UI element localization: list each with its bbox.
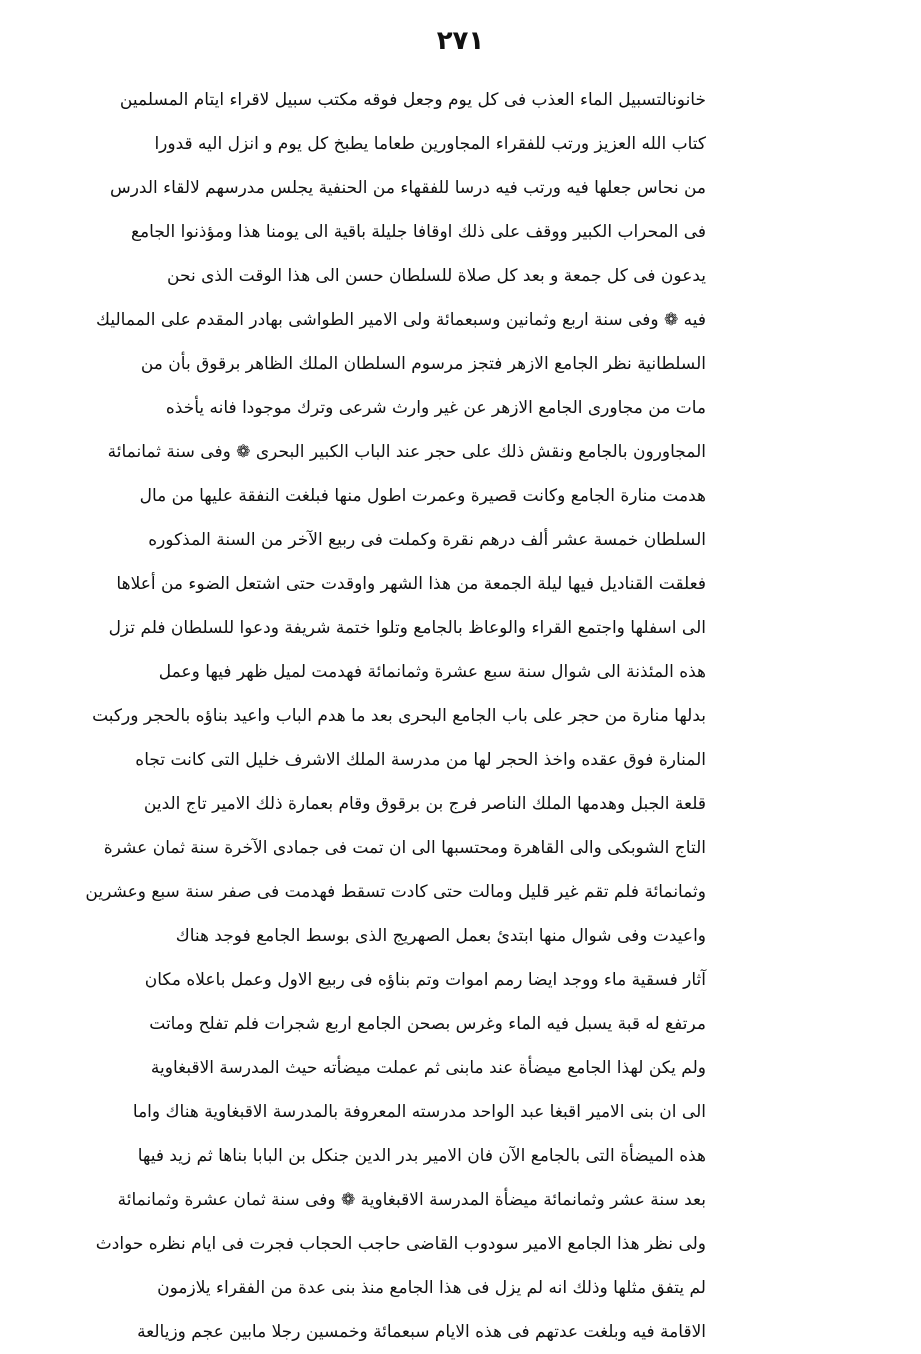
page-number: ٢٧١ <box>436 26 485 56</box>
text-line: ولى نظر هذا الجامع الامير سودوب القاضى حاجب الحجاب فجرت فى ايام نظره حوادث <box>95 1234 706 1254</box>
text-line: واعيدت وفى شوال منها ابتدئ بعمل الصهريج الذى بوسط الجامع فوجد هناك <box>175 926 706 946</box>
text-line: الى اسفلها واجتمع القراء والوعاظ بالجامع وتلوا ختمة شريفة ودعوا للسلطان فلم تزل <box>108 618 706 638</box>
text-line: المجاورون بالجامع ونقش ذلك على حجر عند الباب الكبير البحرى ❁ وفى سنة ثمانمائة <box>107 442 706 462</box>
text-line: فيه ❁ وفى سنة اربع وثمانين وسبعمائة ولى الامير الطواشى بهادر المقدم على المماليك <box>96 310 706 330</box>
text-line: هدمت منارة الجامع وكانت قصيرة وعمرت اطول منها فبلغت النفقة عليها من مال <box>139 486 706 506</box>
text-line: كتاب الله العزيز ورتب للفقراء المجاورين طعاما يطبخ كل يوم و انزل اليه قدورا <box>154 134 706 154</box>
text-line: ولم يكن لهذا الجامع ميضأة عند مابنى ثم عملت ميضأته حيث المدرسة الاقبغاوية <box>150 1058 706 1078</box>
text-line: هذه الميضأة التى بالجامع الآن فان الامير بدر الدين جنكل بن البابا بناها ثم زيد فيها <box>137 1146 706 1166</box>
text-line: من نحاس جعلها فيه ورتب فيه درسا للفقهاء من الحنفية يجلس مدرسهم لالقاء الدرس <box>109 178 706 198</box>
text-line: يدعون فى كل جمعة و بعد كل صلاة للسلطان حسن الى هذا الوقت الذى نحن <box>167 266 706 286</box>
text-line: التاج الشوبكى والى القاهرة ومحتسبها الى ان تمت فى جمادى الآخرة سنة ثمان عشرة <box>103 838 706 858</box>
text-line: آثار فسقية ماء ووجد ايضا رمم اموات وتم بناؤه فى ربيع الاول وعمل باعلاه مكان <box>144 970 706 990</box>
text-line: بعد سنة عشر وثمانمائة ميضأة المدرسة الاقبغاوية ❁ وفى سنة ثمان عشرة وثمانمائة <box>117 1190 706 1210</box>
text-line: قلعة الجبل وهدمها الملك الناصر فرج بن برقوق وقام بعمارة ذلك الامير تاج الدين <box>143 794 706 814</box>
text-line: السلطانية نظر الجامع الازهر فتجز مرسوم السلطان الملك الظاهر برقوق بأن من <box>140 354 706 374</box>
text-line: الى ان بنى الامير اقبغا عبد الواحد مدرسته المعروفة بالمدرسة الاقبغاوية هناك واما <box>132 1102 706 1122</box>
text-line: السلطان خمسة عشر ألف درهم نقرة وكملت فى ربيع الآخر من السنة المذكوره <box>148 530 706 550</box>
text-line: فى المحراب الكبير ووقف على ذلك اوقافا جليلة باقية الى يومنا هذا ومؤذنوا الجامع <box>130 222 706 242</box>
text-line: المنارة فوق عقده واخذ الحجر لها من مدرسة الملك الاشرف خليل التى كانت تجاه <box>135 750 706 770</box>
text-line: لم يتفق مثلها وذلك انه لم يزل فى هذا الجامع منذ بنى عدة من الفقراء يلازمون <box>157 1278 706 1298</box>
text-line: وثمانمائة فلم تقم غير قليل ومالت حتى كادت تسقط فهدمت فى صفر سنة سبع وعشرين <box>85 882 706 902</box>
text-line: الاقامة فيه وبلغت عدتهم فى هذه الايام سبعمائة وخمسين رجلا مابين عجم وزيالعة <box>137 1322 706 1342</box>
text-line: مات من مجاورى الجامع الازهر عن غير وارث شرعى وترك موجودا فانه يأخذه <box>165 398 706 418</box>
text-line: فعلقت القناديل فيها ليلة الجمعة من هذا الشهر واوقدت حتى اشتعل الضوء من أعلاها <box>116 574 706 594</box>
body-text <box>85 78 706 1354</box>
text-line: هذه المئذنة الى شوال سنة سبع عشرة وثمانمائة فهدمت لميل ظهر فيها وعمل <box>158 662 706 682</box>
text-line: مرتفع له قبة يسبل فيه الماء وغرس بصحن الجامع اربع شجرات فلم تفلح وماتت <box>149 1014 706 1034</box>
text-line: خانونالتسبيل الماء العذب فى كل يوم وجعل فوقه مكتب سبيل لاقراء ايتام المسلمين <box>119 90 706 110</box>
text-line: بدلها منارة من حجر على باب الجامع البحرى بعد ما هدم الباب واعيد بناؤه بالحجر وركبت <box>92 706 706 726</box>
